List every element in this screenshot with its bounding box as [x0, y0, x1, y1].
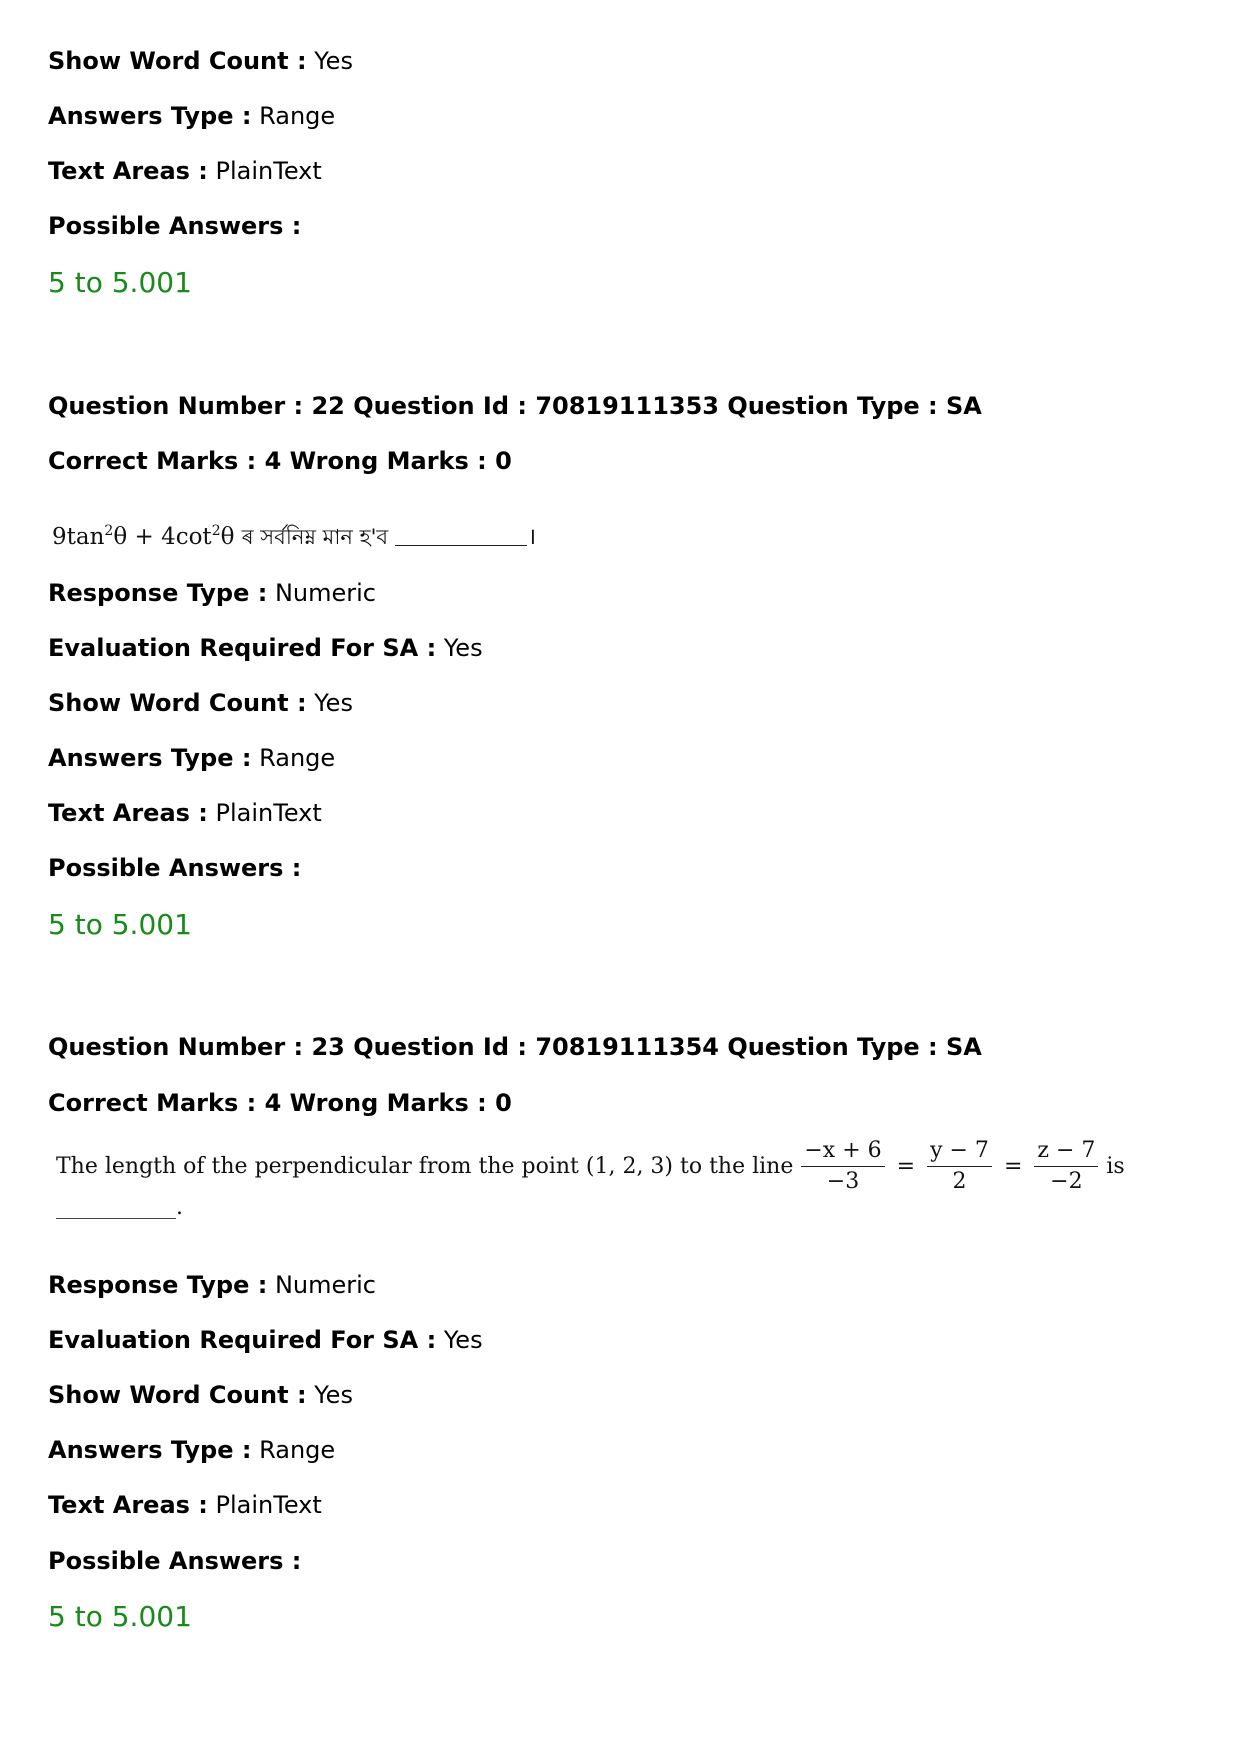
question-stem-image: [56, 1138, 1125, 1220]
answer-blank: [395, 523, 527, 546]
stem-text: The length of the perpendicular from the point (1, 2, 3) to the line: [56, 1154, 794, 1179]
equals-sign: =: [1003, 1154, 1023, 1179]
fraction-numerator: −x + 6: [801, 1138, 884, 1167]
field-label: Show Word Count :: [48, 689, 307, 717]
field-value: Yes: [443, 1326, 483, 1354]
possible-answer-value: 5 to 5.001: [48, 1600, 192, 1633]
possible-answer-value: 5 to 5.001: [48, 266, 192, 299]
answers-type-row: [48, 743, 335, 773]
response-type-row: [48, 1270, 376, 1300]
field-label: Text Areas :: [48, 799, 208, 827]
show-word-count-row: [48, 1380, 353, 1410]
stem-expr: θ + 4cot: [113, 524, 212, 550]
answer-blank: [56, 1204, 176, 1219]
field-label: Show Word Count :: [48, 47, 307, 75]
field-value: Yes: [314, 689, 353, 717]
field-value: Numeric: [274, 1271, 376, 1299]
fraction-numerator: z − 7: [1034, 1138, 1098, 1167]
field-label: Possible Answers :: [48, 854, 302, 882]
field-label: Possible Answers :: [48, 1547, 302, 1575]
fraction: [1034, 1138, 1098, 1195]
text-areas-row: [48, 798, 322, 828]
question-marks-text: Correct Marks : 4 Wrong Marks : 0: [48, 447, 512, 475]
possible-answers-row: [48, 211, 301, 241]
field-label: Possible Answers :: [48, 212, 302, 240]
field-label: Answers Type :: [48, 744, 252, 772]
question-marks: [48, 1088, 512, 1118]
field-value: Yes: [314, 47, 353, 75]
stem-end-mark: ।: [527, 524, 537, 550]
stem-end-mark: .: [176, 1195, 183, 1220]
equals-sign: =: [896, 1154, 916, 1179]
response-type-row: [48, 578, 376, 608]
fraction-denominator: −2: [1050, 1169, 1083, 1194]
field-label: Response Type :: [48, 579, 268, 607]
field-label: Answers Type :: [48, 102, 252, 130]
fraction: [927, 1138, 992, 1195]
question-header: [48, 1032, 982, 1062]
field-label: Show Word Count :: [48, 1381, 307, 1409]
show-word-count-row: [48, 688, 353, 718]
field-label: Text Areas :: [48, 1491, 208, 1519]
field-value: Range: [259, 744, 336, 772]
evaluation-required-row: [48, 1325, 483, 1355]
field-value: Range: [259, 1436, 336, 1464]
answers-type-row: [48, 1435, 335, 1465]
show-word-count-row: [48, 46, 353, 76]
stem-exponent: 2: [104, 523, 114, 539]
text-areas-row: [48, 156, 322, 186]
text-areas-row: [48, 1490, 322, 1520]
field-label: Response Type :: [48, 1271, 268, 1299]
fraction-numerator: y − 7: [927, 1138, 992, 1167]
stem-expr: 9tan: [52, 524, 105, 550]
question-marks: [48, 446, 512, 476]
field-label: Answers Type :: [48, 1436, 252, 1464]
possible-answers-row: [48, 1546, 301, 1576]
field-value: PlainText: [215, 1491, 322, 1519]
stem-tail: is: [1106, 1154, 1125, 1179]
fraction-denominator: −3: [826, 1169, 860, 1194]
question-header-text: Question Number : 23 Question Id : 70819111354 Question Type : SA: [48, 1033, 982, 1061]
possible-answers-row: [48, 853, 301, 883]
field-value: Yes: [443, 634, 483, 662]
question-header-text: Question Number : 22 Question Id : 70819111353 Question Type : SA: [48, 392, 982, 420]
possible-answer-value: 5 to 5.001: [48, 908, 192, 941]
field-label: Evaluation Required For SA :: [48, 634, 437, 662]
stem-bengali-text: ৰ সৰ্বনিম্ন মান হ'ব: [241, 525, 389, 549]
field-value: Yes: [314, 1381, 353, 1409]
field-label: Text Areas :: [48, 157, 208, 185]
field-value: PlainText: [215, 157, 322, 185]
field-value: Numeric: [274, 579, 376, 607]
field-value: PlainText: [215, 799, 322, 827]
question-header: [48, 391, 982, 421]
field-value: Range: [259, 102, 336, 130]
question-marks-text: Correct Marks : 4 Wrong Marks : 0: [48, 1089, 512, 1117]
fraction-denominator: 2: [952, 1169, 967, 1194]
field-label: Evaluation Required For SA :: [48, 1326, 437, 1354]
stem-expr: θ: [220, 524, 235, 550]
stem-exponent: 2: [211, 523, 221, 539]
question-stem-image: [52, 514, 536, 554]
answers-type-row: [48, 101, 335, 131]
evaluation-required-row: [48, 633, 483, 663]
fraction: [801, 1138, 884, 1195]
